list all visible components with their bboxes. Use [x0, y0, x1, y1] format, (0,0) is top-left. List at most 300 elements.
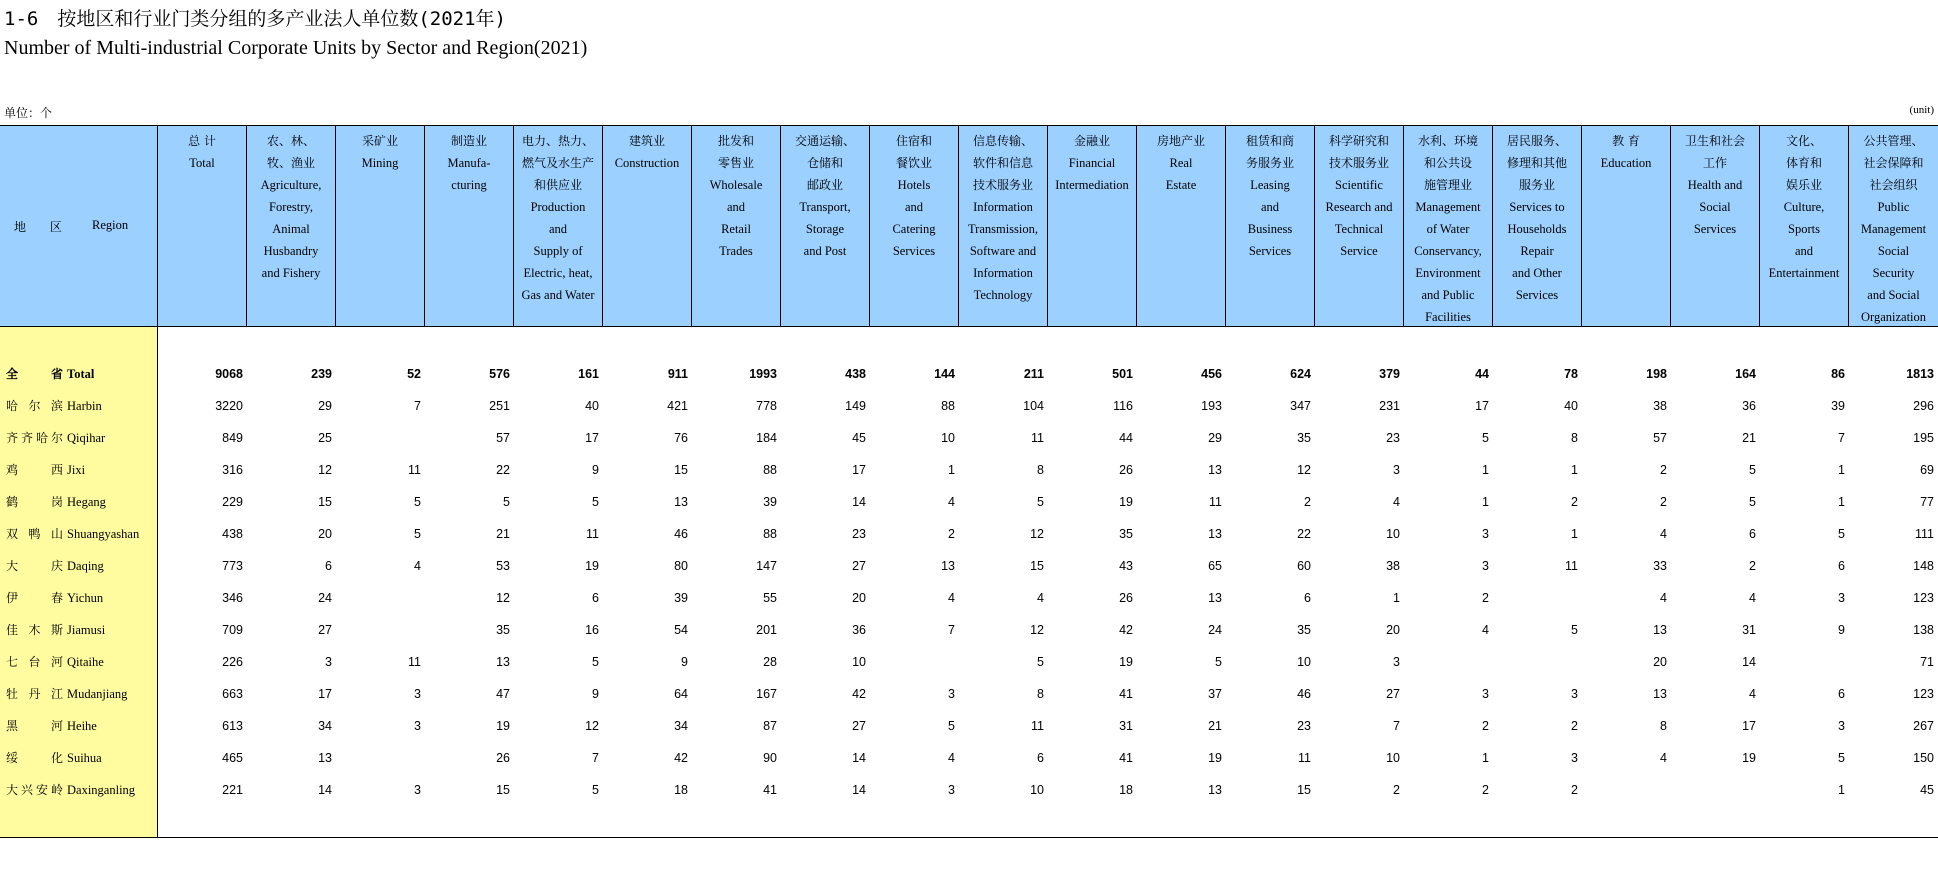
region-name	[6, 646, 104, 678]
table-cell: 38	[1653, 399, 1667, 413]
region-name	[6, 678, 127, 710]
column-header-chinese: 批发和 零售业	[717, 134, 754, 170]
region-name	[6, 582, 103, 614]
table-cell: 87	[763, 719, 777, 733]
table-cell: 14	[852, 751, 866, 765]
table-cell: 53	[496, 559, 510, 573]
region-name	[6, 550, 104, 582]
column-header	[1671, 126, 1760, 326]
column-header-chinese: 教 育	[1612, 134, 1640, 148]
table-row	[0, 646, 1938, 678]
table-cell: 226	[222, 655, 243, 669]
table-cell: 123	[1913, 591, 1934, 605]
column-header-chinese: 科学研究和 技术服务业	[1328, 134, 1389, 170]
table-cell: 88	[763, 463, 777, 477]
table-cell: 8	[1571, 431, 1578, 445]
column-header-chinese: 建筑业	[628, 134, 665, 148]
column-header	[1315, 126, 1404, 326]
table-cell: 1	[1393, 591, 1400, 605]
table-cell: 9	[1838, 623, 1845, 637]
table-cell: 26	[1119, 591, 1133, 605]
table-cell: 39	[674, 591, 688, 605]
table-row	[0, 390, 1938, 422]
table-cell: 41	[1119, 687, 1133, 701]
table-cell: 34	[318, 719, 332, 733]
table-cell: 42	[852, 687, 866, 701]
table-cell: 231	[1379, 399, 1400, 413]
table-cell: 116	[1113, 399, 1133, 413]
table-cell: 42	[1119, 623, 1133, 637]
table-cell: 11	[1031, 431, 1044, 445]
table-cell: 43	[1119, 559, 1133, 573]
table-cell: 104	[1023, 399, 1044, 413]
table-cell: 3	[948, 783, 955, 797]
table-cell: 2	[1660, 463, 1667, 477]
table-cell: 778	[756, 399, 777, 413]
table-cell	[1582, 774, 1667, 806]
column-header-chinese: 房地产业	[1156, 134, 1205, 148]
table-cell: 5	[1037, 495, 1044, 509]
table-cell: 5	[948, 719, 955, 733]
table-cell: 9	[681, 655, 688, 669]
column-header-english: Scientific Research and Technical Service	[1325, 178, 1393, 258]
table-cell: 19	[585, 559, 599, 573]
table-cell: 8	[1037, 463, 1044, 477]
table-cell: 34	[674, 719, 688, 733]
region-name-chinese: 绥化	[6, 751, 63, 765]
region-name-english: Jiamusi	[67, 623, 106, 637]
table-cell: 88	[941, 399, 955, 413]
table-cell	[1404, 646, 1489, 678]
table-cell: 65	[1208, 559, 1222, 573]
table-cell: 6	[325, 559, 332, 573]
table-cell: 296	[1913, 399, 1934, 413]
table-cell: 2	[1571, 719, 1578, 733]
table-cell: 465	[222, 751, 243, 765]
region-name	[6, 774, 135, 806]
column-header	[781, 126, 870, 326]
column-header-english: Financial Intermediation	[1055, 156, 1129, 192]
column-header-english: Wholesale and Retail Trades	[709, 178, 763, 258]
table-cell: 35	[1297, 431, 1311, 445]
table-cell: 11	[1031, 719, 1044, 733]
table-cell: 10	[852, 655, 866, 669]
region-name-chinese: 大兴安岭	[6, 783, 63, 797]
column-header-english: Transport, Storage and Post	[799, 200, 851, 258]
table-cell: 150	[1913, 751, 1934, 765]
table-cell: 78	[1564, 367, 1578, 381]
table-cell: 16	[585, 623, 599, 637]
region-name-chinese: 鹤岗	[6, 495, 63, 509]
table-cell: 22	[1297, 527, 1311, 541]
table-cell: 849	[222, 431, 243, 445]
column-header-chinese: 制造业	[450, 134, 487, 148]
table-row	[0, 678, 1938, 710]
table-cell: 148	[1913, 559, 1934, 573]
table-cell: 90	[763, 751, 777, 765]
table-cell: 239	[311, 367, 332, 381]
table-cell: 47	[496, 687, 510, 701]
table-cell	[336, 742, 421, 774]
column-header-english: Information Transmission, Software and Information Technology	[967, 200, 1039, 302]
table-cell: 5	[414, 495, 421, 509]
region-name-english: Heihe	[67, 719, 97, 733]
table-cell: 88	[763, 527, 777, 541]
table-cell	[1760, 646, 1845, 678]
table-cell: 27	[1386, 687, 1400, 701]
table-cell: 6	[592, 591, 599, 605]
table-cell: 576	[489, 367, 510, 381]
table-cell: 2	[948, 527, 955, 541]
table-cell: 17	[1742, 719, 1756, 733]
table-cell: 613	[222, 719, 243, 733]
table-cell: 4	[1660, 591, 1667, 605]
table-cell	[870, 646, 955, 678]
column-header-english: Culture, Sports and Entertainment	[1768, 200, 1840, 280]
table-cell: 9068	[215, 367, 243, 381]
table-cell: 7	[1838, 431, 1845, 445]
region-name-chinese: 全省	[6, 367, 63, 381]
table-cell: 7	[948, 623, 955, 637]
table-cell: 24	[1208, 623, 1222, 637]
table-cell: 11	[1298, 751, 1311, 765]
region-name-english: Hegang	[67, 495, 106, 509]
table-cell: 26	[1119, 463, 1133, 477]
table-cell: 3	[414, 719, 421, 733]
table-cell: 11	[408, 655, 421, 669]
table-cell: 45	[852, 431, 866, 445]
region-name	[6, 358, 94, 390]
region-name-chinese: 牡丹江	[6, 687, 63, 701]
table-cell: 5	[592, 783, 599, 797]
table-cell: 10	[1386, 527, 1400, 541]
table-cell: 1	[1571, 463, 1578, 477]
table-header	[0, 126, 1938, 326]
region-name-english: Daxinganling	[67, 783, 136, 797]
region-name-chinese: 鸡西	[6, 463, 63, 477]
table-cell: 8	[1660, 719, 1667, 733]
table-cell: 3	[414, 687, 421, 701]
table-cell: 4	[948, 591, 955, 605]
table-cell: 19	[1742, 751, 1756, 765]
table-cell: 4	[948, 495, 955, 509]
column-header	[959, 126, 1048, 326]
table-cell: 15	[1297, 783, 1311, 797]
table-cell: 3	[1571, 751, 1578, 765]
column-header-english: Leasing and Business Services	[1247, 178, 1293, 258]
table-cell: 3	[1571, 687, 1578, 701]
table-cell: 2	[1660, 495, 1667, 509]
table-cell: 7	[414, 399, 421, 413]
region-name-english: Harbin	[67, 399, 102, 413]
table-cell: 19	[1208, 751, 1222, 765]
table-cell: 1993	[749, 367, 777, 381]
table-cell: 20	[318, 527, 332, 541]
table-cell: 64	[674, 687, 688, 701]
table-bottom-rule	[0, 837, 1938, 838]
table-cell: 201	[756, 623, 777, 637]
table-cell: 3	[948, 687, 955, 701]
table-cell: 13	[318, 751, 332, 765]
table-cell: 195	[1913, 431, 1934, 445]
column-header-english: Manufa- cturing	[447, 156, 491, 192]
column-header-chinese: 卫生和社会 工作	[1684, 134, 1745, 170]
table-cell: 20	[852, 591, 866, 605]
table-cell: 4	[1660, 527, 1667, 541]
table-cell: 36	[852, 623, 866, 637]
region-header-chinese: 地 区	[14, 220, 72, 234]
table-cell: 15	[318, 495, 332, 509]
column-header-english: Production and Supply of Electric, heat, Gas and Water	[521, 200, 595, 302]
table-cell: 316	[222, 463, 243, 477]
table-cell: 2	[1482, 591, 1489, 605]
region-name	[6, 742, 102, 774]
region-name	[6, 486, 106, 518]
region-name-chinese: 七台河	[6, 655, 63, 669]
table-cell: 709	[222, 623, 243, 637]
table-cell: 11	[408, 463, 421, 477]
table-cell: 167	[756, 687, 777, 701]
table-cell: 35	[1119, 527, 1133, 541]
table-cell: 5	[592, 655, 599, 669]
table-cell: 5	[1215, 655, 1222, 669]
table-cell	[1671, 774, 1756, 806]
table-cell: 10	[1386, 751, 1400, 765]
table-cell: 17	[585, 431, 599, 445]
table-cell: 18	[674, 783, 688, 797]
column-header-chinese: 采矿业	[361, 134, 398, 148]
table-cell: 13	[1208, 527, 1222, 541]
table-cell	[1493, 646, 1578, 678]
column-header-chinese: 水利、环境 和公共设 施管理业	[1417, 134, 1478, 192]
table-cell: 144	[934, 367, 955, 381]
table-cell: 24	[318, 591, 332, 605]
table-cell: 23	[1297, 719, 1311, 733]
table-cell: 8	[1037, 687, 1044, 701]
table-cell: 5	[414, 527, 421, 541]
column-header	[1582, 126, 1671, 326]
table-cell: 911	[667, 367, 688, 381]
region-name-chinese: 黑河	[6, 719, 63, 733]
column-header	[247, 126, 336, 326]
column-header	[425, 126, 514, 326]
column-header	[514, 126, 603, 326]
table-cell: 57	[496, 431, 510, 445]
column-header-english: Health and Social Services	[1687, 178, 1743, 236]
table-cell: 198	[1646, 367, 1667, 381]
table-cell: 80	[674, 559, 688, 573]
table-cell: 41	[763, 783, 777, 797]
table-cell: 3220	[215, 399, 243, 413]
table-row	[0, 486, 1938, 518]
column-header-chinese: 公共管理、 社会保障和 社会组织	[1863, 134, 1924, 192]
table-cell: 2	[1393, 783, 1400, 797]
table-cell: 7	[1393, 719, 1400, 733]
table-cell: 10	[941, 431, 955, 445]
table-cell: 5	[1838, 751, 1845, 765]
table-cell: 13	[674, 495, 688, 509]
table-cell: 14	[852, 783, 866, 797]
column-header-english: Real Estate	[1165, 156, 1197, 192]
table-cell: 9	[592, 687, 599, 701]
table-cell: 211	[1023, 367, 1044, 381]
table-cell: 37	[1208, 687, 1222, 701]
column-header-chinese: 电力、热力、 燃气及水生产 和供应业	[521, 134, 594, 192]
table-cell: 76	[674, 431, 688, 445]
region-name-english: Qitaihe	[67, 655, 104, 669]
table-cell: 2	[1571, 783, 1578, 797]
table-cell: 13	[1653, 623, 1667, 637]
column-header-english: Construction	[614, 156, 680, 170]
table-cell: 12	[1297, 463, 1311, 477]
column-header-chinese: 住宿和 餐饮业	[895, 134, 932, 170]
table-cell: 26	[496, 751, 510, 765]
table-cell: 1	[1838, 495, 1845, 509]
table-cell: 149	[845, 399, 866, 413]
table-cell: 1813	[1906, 367, 1934, 381]
table-cell	[336, 582, 421, 614]
region-column-header	[0, 126, 158, 326]
table-cell: 123	[1913, 687, 1934, 701]
table-cell: 13	[1653, 687, 1667, 701]
region-name-english: Qiqihar	[67, 431, 106, 445]
table-cell: 17	[852, 463, 866, 477]
table-cell: 773	[222, 559, 243, 573]
table-cell: 19	[1119, 655, 1133, 669]
table-cell: 39	[1831, 399, 1845, 413]
table-cell: 1	[1482, 495, 1489, 509]
table-cell: 13	[1208, 463, 1222, 477]
table-cell: 46	[1297, 687, 1311, 701]
unit-label-english: (unit)	[1909, 104, 1934, 116]
column-header-chinese: 文化、 体育和 娱乐业	[1785, 134, 1822, 192]
table-cell: 7	[592, 751, 599, 765]
table-cell: 15	[1030, 559, 1044, 573]
region-name-english: Daqing	[67, 559, 104, 573]
table-cell: 27	[318, 623, 332, 637]
table-cell: 17	[1475, 399, 1489, 413]
region-name-chinese: 齐齐哈尔	[6, 431, 63, 445]
table-cell: 18	[1119, 783, 1133, 797]
table-cell: 12	[1030, 527, 1044, 541]
table-cell: 14	[318, 783, 332, 797]
table-cell: 14	[852, 495, 866, 509]
table-cell: 1	[1838, 783, 1845, 797]
column-header	[1493, 126, 1582, 326]
table-cell: 1	[1571, 527, 1578, 541]
table-cell: 3	[1482, 527, 1489, 541]
table-cell: 13	[1208, 783, 1222, 797]
table-cell: 12	[585, 719, 599, 733]
region-name	[6, 390, 102, 422]
region-name-chinese: 伊春	[6, 591, 63, 605]
table-cell: 3	[1482, 559, 1489, 573]
table-cell: 438	[845, 367, 866, 381]
table-cell: 6	[1838, 687, 1845, 701]
column-header-english: Public Management Social Security and Social Organization	[1860, 200, 1927, 324]
table-cell: 41	[1119, 751, 1133, 765]
table-cell: 35	[496, 623, 510, 637]
table-cell: 38	[1386, 559, 1400, 573]
table-cell: 44	[1119, 431, 1133, 445]
table-row	[0, 422, 1938, 454]
table-cell: 36	[1742, 399, 1756, 413]
table-cell: 346	[222, 591, 243, 605]
table-cell: 13	[1208, 591, 1222, 605]
table-cell: 27	[852, 719, 866, 733]
table-row	[0, 614, 1938, 646]
region-name-chinese: 佳木斯	[6, 623, 63, 637]
table-cell: 12	[496, 591, 510, 605]
table-row	[0, 742, 1938, 774]
table-cell: 1	[1482, 463, 1489, 477]
column-header-english: Education	[1600, 156, 1652, 170]
table-cell: 5	[1571, 623, 1578, 637]
table-cell: 164	[1735, 367, 1756, 381]
region-name-chinese: 哈尔滨	[6, 399, 63, 413]
table-cell: 147	[756, 559, 777, 573]
table-cell: 54	[674, 623, 688, 637]
table-cell: 193	[1201, 399, 1222, 413]
unit-label-chinese: 单位：个	[4, 106, 53, 120]
table-cell: 55	[763, 591, 777, 605]
table-cell: 347	[1290, 399, 1311, 413]
table-cell: 15	[674, 463, 688, 477]
column-header	[1226, 126, 1315, 326]
header-bottom-rule	[0, 326, 1938, 327]
table-cell: 221	[222, 783, 243, 797]
table-cell: 3	[325, 655, 332, 669]
table-cell: 86	[1831, 367, 1845, 381]
table-cell: 19	[1119, 495, 1133, 509]
table-cell: 111	[1914, 527, 1934, 541]
table-row	[0, 518, 1938, 550]
table-cell: 52	[407, 367, 421, 381]
table-row	[0, 582, 1938, 614]
table-cell: 2	[1749, 559, 1756, 573]
table-cell: 42	[674, 751, 688, 765]
column-header-chinese: 总 计	[188, 134, 216, 148]
table-cell: 21	[496, 527, 510, 541]
table-cell: 184	[756, 431, 777, 445]
region-name	[6, 454, 85, 486]
table-cell: 10	[1030, 783, 1044, 797]
table-cell: 3	[1482, 687, 1489, 701]
table-cell: 12	[1030, 623, 1044, 637]
table-cell: 456	[1201, 367, 1222, 381]
column-header	[870, 126, 959, 326]
table-cell: 44	[1475, 367, 1489, 381]
table-cell: 5	[1749, 495, 1756, 509]
table-cell: 379	[1379, 367, 1400, 381]
region-name	[6, 422, 105, 454]
table-cell: 23	[1386, 431, 1400, 445]
table-cell: 3	[1393, 463, 1400, 477]
region-name-english: Mudanjiang	[67, 687, 128, 701]
table-cell: 25	[318, 431, 332, 445]
table-title-english: Number of Multi-industrial Corporate Units by Sector and Region(2021)	[4, 37, 588, 59]
table-cell: 3	[1393, 655, 1400, 669]
table-cell: 5	[1482, 431, 1489, 445]
table-cell: 40	[1564, 399, 1578, 413]
column-header-chinese: 租赁和商 务服务业	[1245, 134, 1294, 170]
table-row	[0, 358, 1938, 390]
column-header	[1137, 126, 1226, 326]
table-cell	[1493, 582, 1578, 614]
table-cell: 2	[1482, 783, 1489, 797]
table-cell: 4	[414, 559, 421, 573]
region-name-chinese: 双鸭山	[6, 527, 63, 541]
